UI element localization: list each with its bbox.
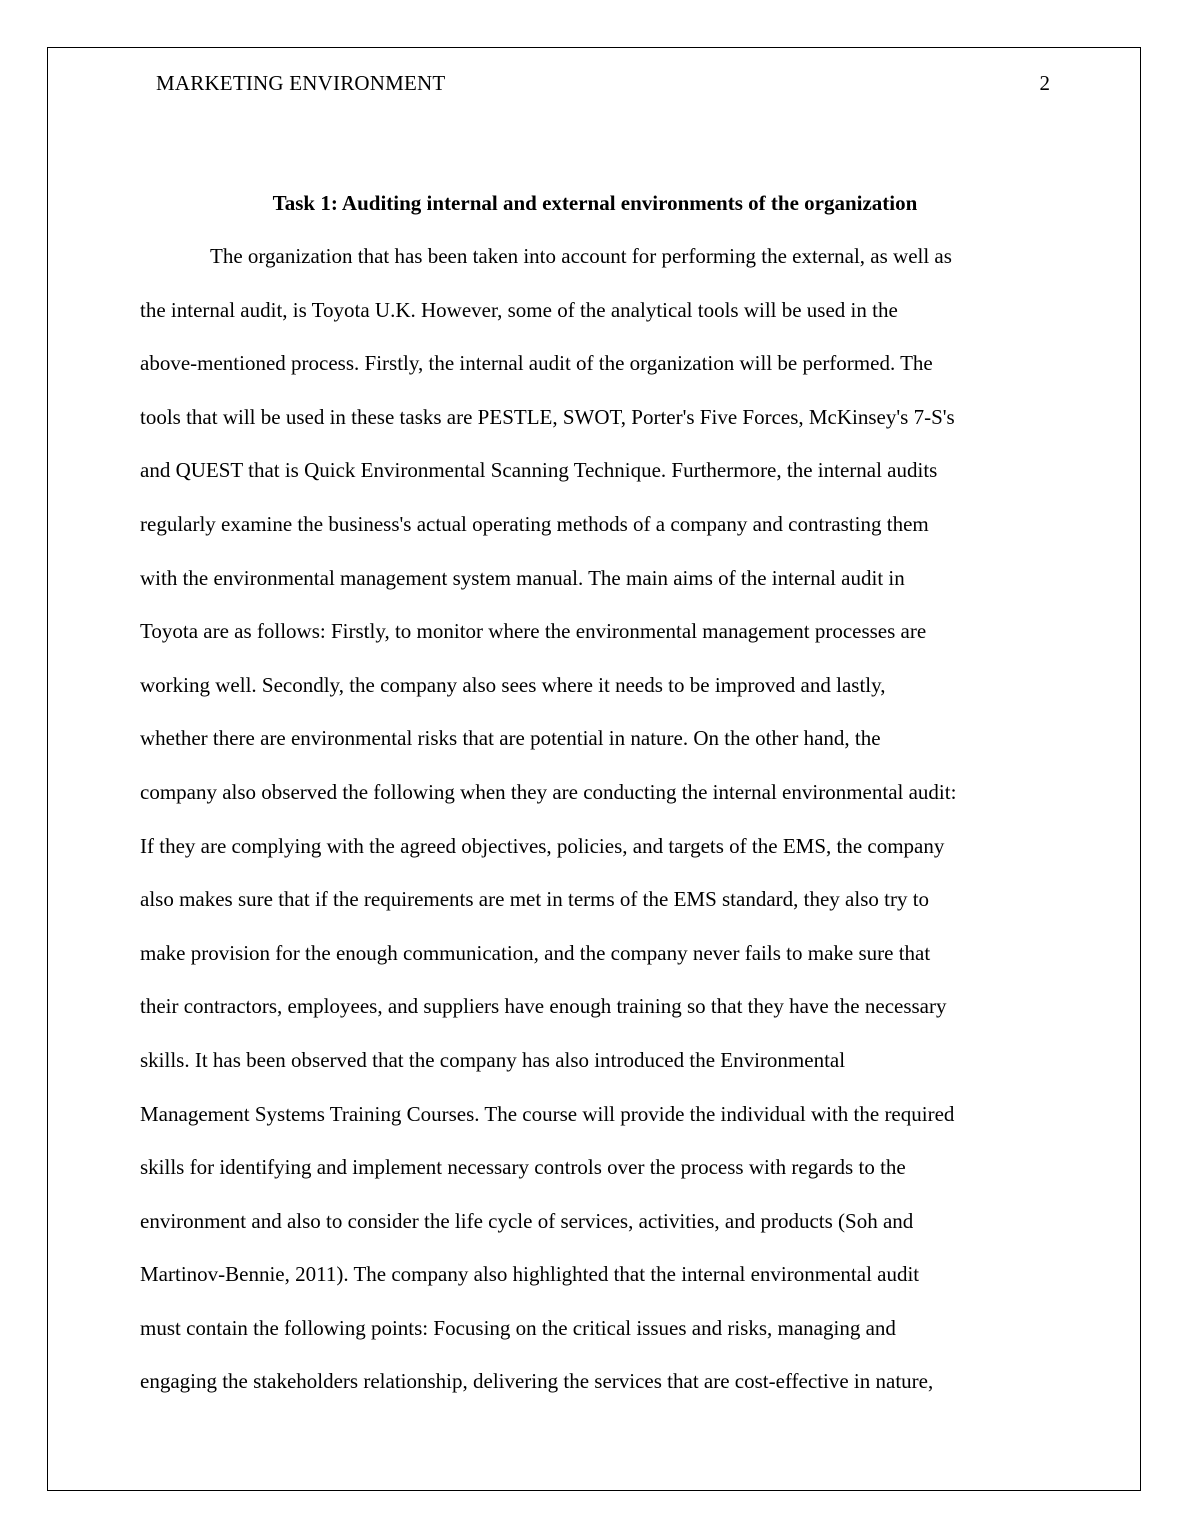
paragraph-line: regularly examine the business's actual operating methods of a company and contrasting them <box>140 511 929 536</box>
paragraph-line: must contain the following points: Focusing on the critical issues and risks, managing and <box>140 1315 896 1340</box>
paragraph-line: If they are complying with the agreed objectives, policies, and targets of the EMS, the company <box>140 833 945 858</box>
page-number: 2 <box>1039 71 1050 95</box>
paragraph-line: tools that will be used in these tasks are PESTLE, SWOT, Porter's Five Forces, McKinsey's 7-S's <box>140 404 955 429</box>
paragraph-line: company also observed the following when they are conducting the internal environmental audit: <box>140 779 957 804</box>
section-heading: Task 1: Auditing internal and external environments of the organization <box>272 191 918 215</box>
paragraph-line: whether there are environmental risks that are potential in nature. On the other hand, the <box>140 726 881 751</box>
body-paragraph <box>140 230 1080 1409</box>
paragraph-line: skills. It has been observed that the company has also introduced the Environmental <box>140 1047 846 1072</box>
paragraph-line: working well. Secondly, the company also sees where it needs to be improved and lastly, <box>140 672 886 697</box>
paragraph-line: above-mentioned process. Firstly, the internal audit of the organization will be performed. The <box>140 351 933 376</box>
paragraph-line: the internal audit, is Toyota U.K. However, some of the analytical tools will be used in the <box>140 297 898 322</box>
paragraph-line: The organization that has been taken into account for performing the external, as well as <box>210 244 952 268</box>
paragraph-line: and QUEST that is Quick Environmental Scanning Technique. Furthermore, the internal audits <box>140 458 938 483</box>
paragraph-line: also makes sure that if the requirements are met in terms of the EMS standard, they also try to <box>140 887 930 912</box>
paragraph-line: their contractors, employees, and suppliers have enough training so that they have the necessary <box>140 994 947 1019</box>
paragraph-line: environment and also to consider the life cycle of services, activities, and products (Soh and <box>140 1208 914 1233</box>
paragraph-line: Management Systems Training Courses. The course will provide the individual with the required <box>140 1101 955 1126</box>
paragraph-line: Toyota are as follows: Firstly, to monitor where the environmental management processes are <box>140 619 927 644</box>
paragraph-line: Martinov-Bennie, 2011). The company also highlighted that the internal environmental audit <box>140 1262 920 1287</box>
paragraph-line: skills for identifying and implement necessary controls over the process with regards to the <box>140 1155 906 1180</box>
running-head: MARKETING ENVIRONMENT <box>156 71 446 95</box>
paragraph-line: make provision for the enough communication, and the company never fails to make sure that <box>140 940 931 965</box>
paragraph-line: with the environmental management system manual. The main aims of the internal audit in <box>140 565 905 590</box>
paragraph-line: engaging the stakeholders relationship, delivering the services that are cost-effective in nature, <box>140 1369 934 1394</box>
